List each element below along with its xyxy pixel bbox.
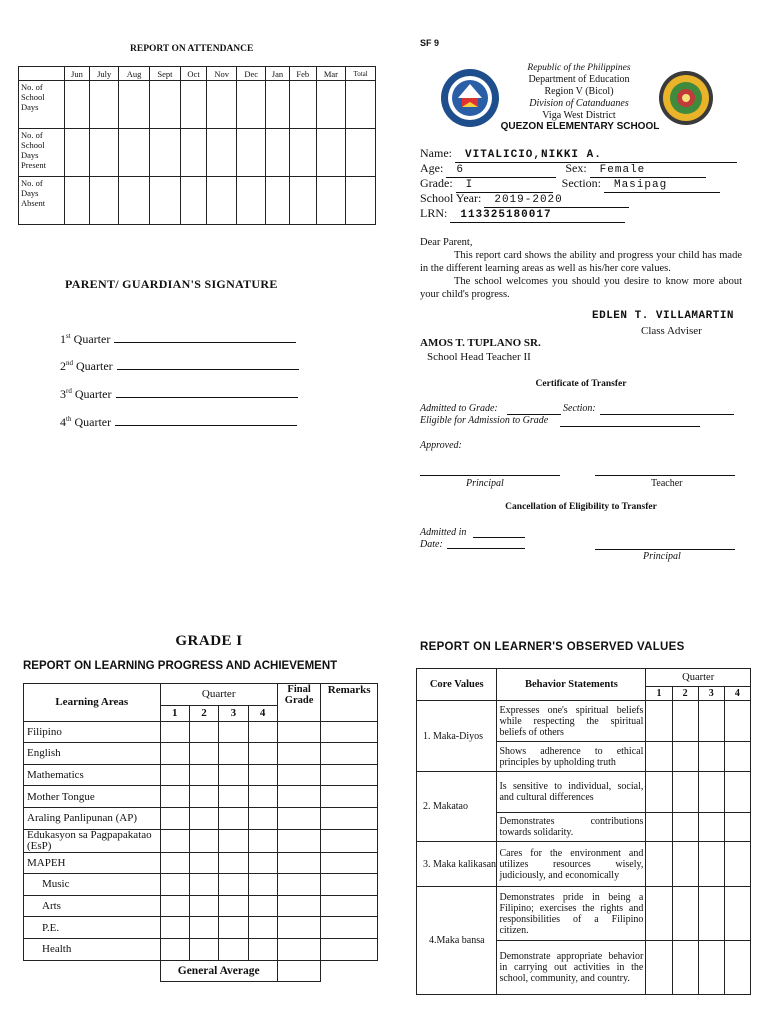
grade-section-row: Grade: I Section: Masipag [420, 176, 720, 193]
form-code: SF 9 [420, 38, 440, 48]
mapeh-component: Arts [24, 895, 161, 917]
values-table [416, 668, 751, 995]
month-header: Aug [119, 67, 149, 81]
attendance-row [19, 81, 376, 129]
name-row: Name: VITALICIO,NIKKI A. [420, 146, 737, 163]
school-head-title: School Head Teacher II [427, 351, 531, 363]
adviser-name: EDLEN T. VILLAMARTIN [592, 310, 735, 322]
values-row [417, 887, 751, 941]
behavior-statement: Expresses one's spiritual beliefs while respecting the spiritual beliefs of others [497, 701, 646, 742]
section-line[interactable] [600, 414, 734, 415]
values-row [417, 772, 751, 813]
quarter-3-signature: 3rd Quarter [60, 387, 298, 402]
quarter-number: 4 [724, 687, 750, 701]
core-value: 1. Maka-Diyos [417, 701, 497, 772]
district-text: Viga West District [542, 110, 616, 121]
section-label: Section: [563, 403, 596, 414]
eligible-line[interactable] [560, 426, 700, 427]
month-header: Jun [65, 67, 90, 81]
letter-paragraph-2: The school welcomes you should you desire to know more about your child's progress. [420, 276, 742, 300]
teacher-signature-line[interactable] [595, 475, 735, 476]
admitted-in-label: Admitted in [420, 527, 467, 538]
adviser-title: Class Adviser [641, 325, 702, 337]
learning-area: Mother Tongue [24, 786, 161, 808]
student-section[interactable]: Masipag [604, 179, 720, 193]
department-text: Department of Education [528, 74, 630, 85]
grade-row [24, 764, 378, 786]
lrn-row: LRN: 113325180017 [420, 206, 625, 223]
student-sex[interactable]: Female [590, 164, 706, 178]
values-quarter-header: Quarter [646, 669, 751, 687]
behavior-statement: Demonstrates contributions towards solidarity. [497, 813, 646, 842]
quarter-number: 2 [189, 705, 218, 721]
cancellation-principal-label: Principal [643, 551, 681, 562]
quarter-number: 2 [672, 687, 698, 701]
student-grade[interactable]: I [456, 179, 553, 193]
remarks-header: Remarks [321, 684, 378, 722]
school-header [500, 62, 658, 122]
quarter-number: 1 [646, 687, 672, 701]
cancellation-principal-line[interactable] [595, 549, 735, 550]
attendance-row [19, 129, 376, 177]
core-value: 2. Makatao [417, 772, 497, 842]
salutation: Dear Parent, [420, 237, 473, 248]
grade-row [24, 852, 378, 874]
grade-row [24, 807, 378, 829]
quarter-header: Quarter [160, 684, 277, 706]
values-header-row [417, 669, 751, 687]
school-name: QUEZON ELEMENTARY SCHOOL [500, 121, 660, 132]
signature-line[interactable] [117, 360, 299, 370]
learning-area: English [24, 743, 161, 765]
month-header: Nov [206, 67, 236, 81]
attendance-row-label: No. of School Days Present [19, 129, 65, 177]
month-header: Jan [265, 67, 289, 81]
eligible-label: Eligible for Admission to Grade [420, 415, 549, 426]
admitted-in-line[interactable] [473, 537, 525, 538]
grades-table [23, 683, 378, 982]
attendance-corner-cell [19, 67, 65, 81]
attendance-row-label: No. of School Days [19, 81, 65, 129]
learning-area: MAPEH [24, 852, 161, 874]
grade-row [24, 917, 378, 939]
signature-line[interactable] [116, 388, 298, 398]
values-row [417, 842, 751, 887]
grades-header-row [24, 684, 378, 706]
attendance-row-label: No. of Days Absent [19, 177, 65, 225]
grade-row [24, 721, 378, 743]
quarter-2-signature: 2nd Quarter [60, 359, 299, 374]
grade-row [24, 829, 378, 852]
region-text: Region V (Bicol) [544, 86, 614, 97]
month-header: Oct [181, 67, 207, 81]
teacher-label: Teacher [651, 478, 683, 489]
month-header: July [89, 67, 119, 81]
republic-text: Republic of the Philippines [527, 63, 631, 73]
division-text: Division of Catanduanes [529, 98, 629, 109]
general-average-row [24, 960, 378, 982]
age-sex-row: Age: 6 Sex: Female [420, 161, 706, 178]
mapeh-component: P.E. [24, 917, 161, 939]
letter-paragraph-1: This report card shows the ability and progress your child has made in the different learning areas as well as his/her core values. [420, 250, 742, 274]
admitted-grade-label: Admitted to Grade: [420, 403, 498, 414]
student-name[interactable]: VITALICIO,NIKKI A. [455, 149, 737, 163]
core-value: 4.Maka bansa [417, 887, 497, 995]
general-average-label: General Average [160, 960, 277, 982]
behavior-statement: Cares for the environment and utilizes resources wisely, judiciously, and economically [497, 842, 646, 887]
learning-areas-header: Learning Areas [24, 684, 161, 722]
values-row [417, 701, 751, 742]
month-header: Mar [316, 67, 346, 81]
quarter-number: 3 [219, 705, 248, 721]
learning-progress-title: REPORT ON LEARNING PROGRESS AND ACHIEVEMENT [23, 660, 338, 672]
grade-row [24, 874, 378, 896]
learning-area: Edukasyon sa Pagpapakatao (EsP) [24, 829, 161, 852]
grade-title: GRADE I [175, 633, 243, 649]
quarter-number: 1 [160, 705, 189, 721]
school-head-name: AMOS T. TUPLANO SR. [420, 337, 541, 349]
grade-row [24, 895, 378, 917]
core-values-header: Core Values [417, 669, 497, 701]
general-average-value[interactable] [277, 960, 320, 982]
signature-line[interactable] [114, 333, 296, 343]
principal-signature-line[interactable] [420, 475, 560, 476]
learning-area: Araling Panlipunan (AP) [24, 807, 161, 829]
signature-line[interactable] [115, 416, 297, 426]
attendance-header-row [19, 67, 376, 81]
date-line[interactable] [447, 548, 525, 549]
grade-row [24, 743, 378, 765]
quarter-4-signature: 4th Quarter [60, 415, 297, 430]
observed-values-title: REPORT ON LEARNER'S OBSERVED VALUES [420, 641, 685, 653]
division-seal-icon [658, 68, 714, 128]
behavior-statement: Demonstrate appropriate behavior in carrying out activities in the school, community, and country. [497, 941, 646, 995]
deped-seal-icon [440, 68, 500, 128]
attendance-row [19, 177, 376, 225]
attendance-title: REPORT ON ATTENDANCE [130, 44, 254, 54]
behavior-statements-header: Behavior Statements [497, 669, 646, 701]
quarter-number: 3 [698, 687, 724, 701]
attendance-table [18, 66, 376, 225]
transfer-title: Certificate of Transfer [535, 379, 627, 389]
month-header: Dec [237, 67, 266, 81]
behavior-statement: Demonstrates pride in being a Filipino; exercises the rights and responsibilities of a Filipino citizen. [497, 887, 646, 941]
mapeh-component: Health [24, 938, 161, 960]
month-header: Total [346, 67, 376, 81]
behavior-statement: Shows adherence to ethical principles by upholding truth [497, 742, 646, 772]
school-year[interactable]: 2019-2020 [484, 194, 629, 208]
quarter-number: 4 [248, 705, 277, 721]
date-label: Date: [420, 539, 443, 550]
approved-label: Approved: [420, 440, 462, 451]
final-grade-header: Final Grade [277, 684, 320, 722]
month-header: Feb [289, 67, 316, 81]
mapeh-component: Music [24, 874, 161, 896]
student-age[interactable]: 6 [446, 164, 556, 178]
lrn-value[interactable]: 113325180017 [450, 209, 625, 223]
behavior-statement: Is sensitive to individual, social, and cultural differences [497, 772, 646, 813]
learning-area: Mathematics [24, 764, 161, 786]
grade-row [24, 938, 378, 960]
month-header: Sept [149, 67, 180, 81]
cancellation-title: Cancellation of Eligibility to Transfer [505, 502, 657, 512]
quarter-1-signature: 1st Quarter [60, 332, 296, 347]
grade-row [24, 786, 378, 808]
core-value: 3. Maka kalikasan [417, 842, 497, 887]
principal-label: Principal [466, 478, 504, 489]
signature-title: PARENT/ GUARDIAN'S SIGNATURE [65, 277, 278, 291]
learning-area: Filipino [24, 721, 161, 743]
school-year-row: School Year: 2019-2020 [420, 191, 629, 208]
